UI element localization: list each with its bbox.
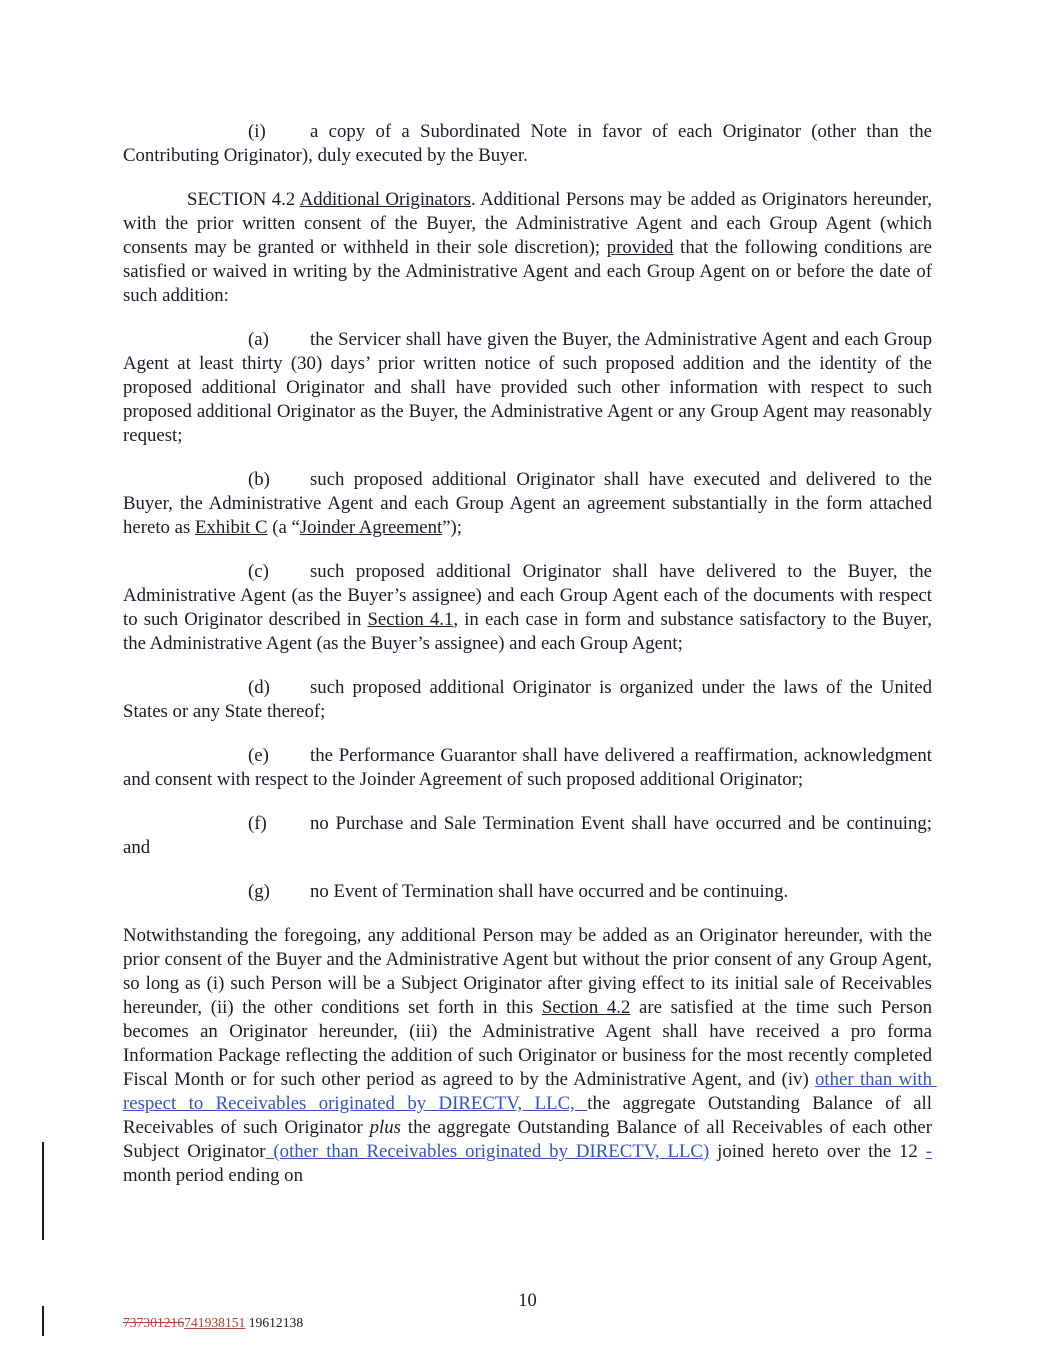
list-marker: (d) (248, 677, 270, 698)
text-run: the Performance Guarantor shall have delivered a reaffirmation, acknowledgment and consent with respect to the Joinder Agreement of such proposed additional Originator; (123, 745, 937, 790)
page-number: 10 (518, 1291, 537, 1311)
text-run: joined hereto over the 12 (709, 1141, 926, 1162)
paragraph (123, 188, 937, 308)
text-run: Additional Originators (299, 189, 471, 210)
paragraph (123, 328, 937, 448)
paragraph (123, 468, 937, 540)
list-marker: (f) (248, 813, 267, 834)
paragraph (123, 120, 937, 168)
text-run: . Additional Persons may be added as Originators hereunder, with the prior written consent of the Buyer, the Administrative Agent and each Group Agent (which consents may be granted or withheld in their sole discretion); (123, 189, 937, 258)
paragraph (123, 744, 937, 792)
text-run: no Event of Termination shall have occurred and be continuing. (310, 881, 789, 902)
text-run: Notwithstanding the foregoing, any additional Person may be added as an Originator hereunder, with the prior consent of the Buyer and the Administrative Agent but without the prior consent of any Group Agent, so long as (i) such Person will be a Subject Originator after giving effect to its initial sale of Receivables hereunder, (ii) the other conditions set forth in this (123, 925, 937, 1018)
text-run: Section 4.2 (541, 997, 631, 1018)
change-bar (42, 1142, 44, 1240)
list-marker: (a) (248, 329, 269, 350)
text-run: other than with respect to Receivables originated by DIRECTV, LLC, (123, 1069, 937, 1114)
text-run: Section 4.1 (367, 609, 454, 630)
text-run: (a “ (267, 517, 300, 538)
text-run: - (925, 1141, 932, 1162)
paragraph (123, 676, 937, 724)
list-marker: (i) (248, 121, 266, 142)
document-body (123, 120, 937, 1208)
text-run: Joinder Agreement (299, 517, 443, 538)
list-marker: (c) (248, 561, 269, 582)
text-run: Exhibit C (194, 517, 268, 538)
list-marker: (b) (248, 469, 270, 490)
text-run: 741938151 (184, 1315, 246, 1330)
text-run: the aggregate Outstanding Balance of all Receivables of each other Subject Originator (123, 1117, 937, 1162)
paragraph (123, 880, 932, 904)
text-run: month period ending on (123, 1165, 303, 1186)
paragraph (123, 924, 937, 1188)
list-marker: (e) (248, 745, 269, 766)
paragraph (123, 560, 937, 656)
text-run: (other than Receivables originated by DIRECTV, LLC) (265, 1141, 710, 1162)
text-run: the Servicer shall have given the Buyer, the Administrative Agent and each Group Agent at least thirty (30) days’ prior written notice of such proposed addition and the identity of the proposed additional Originator and shall have provided such other information with respect to such proposed additional Originator as the Buyer, the Administrative Agent or any Group Agent may reasonably request; (123, 329, 937, 446)
text-run: are satisfied at the time such Person becomes an Originator hereunder, (iii) the Administrative Agent shall have received a pro forma Information Package reflecting the addition of such Originator or business for the most recently completed Fiscal Month or for such other period as agreed to by the Administrative Agent, and (iv) (123, 997, 937, 1090)
list-marker: (g) (248, 881, 270, 902)
footer-document-id (123, 1314, 303, 1332)
text-run: plus (369, 1117, 401, 1138)
text-run: ”); (442, 517, 463, 538)
text-run: SECTION 4.2 (187, 189, 300, 210)
text-run: provided (606, 237, 674, 258)
text-run: no Purchase and Sale Termination Event shall have occurred and be continuing; and (123, 813, 937, 858)
text-run: 19612138 (245, 1315, 304, 1330)
text-run: a copy of a Subordinated Note in favor of each Originator (other than the Contributing Originator), duly executed by the Buyer. (123, 121, 937, 166)
text-run: such proposed additional Originator shall have delivered to the Buyer, the Administrative Agent (as the Buyer’s assignee) and each Group Agent each of the documents with respect to such Originator described in (123, 561, 937, 630)
text-run: that the following conditions are satisfied or waived in writing by the Administrative Agent and each Group Agent on or before the date of such addition: (123, 237, 937, 306)
text-run: 737301216 (123, 1315, 185, 1330)
text-run: such proposed additional Originator shall have executed and delivered to the Buyer, the Administrative Agent and each Group Agent an agreement substantially in the form attached hereto as (123, 469, 937, 538)
text-run: the aggregate Outstanding Balance of all Receivables of such Originator (123, 1093, 937, 1138)
text-run: , in each case in form and substance satisfactory to the Buyer, the Administrative Agent (as the Buyer’s assignee) and each Group Agent; (123, 609, 937, 654)
paragraph (123, 812, 937, 860)
text-run: such proposed additional Originator is organized under the laws of the United States or any State thereof; (123, 677, 937, 722)
